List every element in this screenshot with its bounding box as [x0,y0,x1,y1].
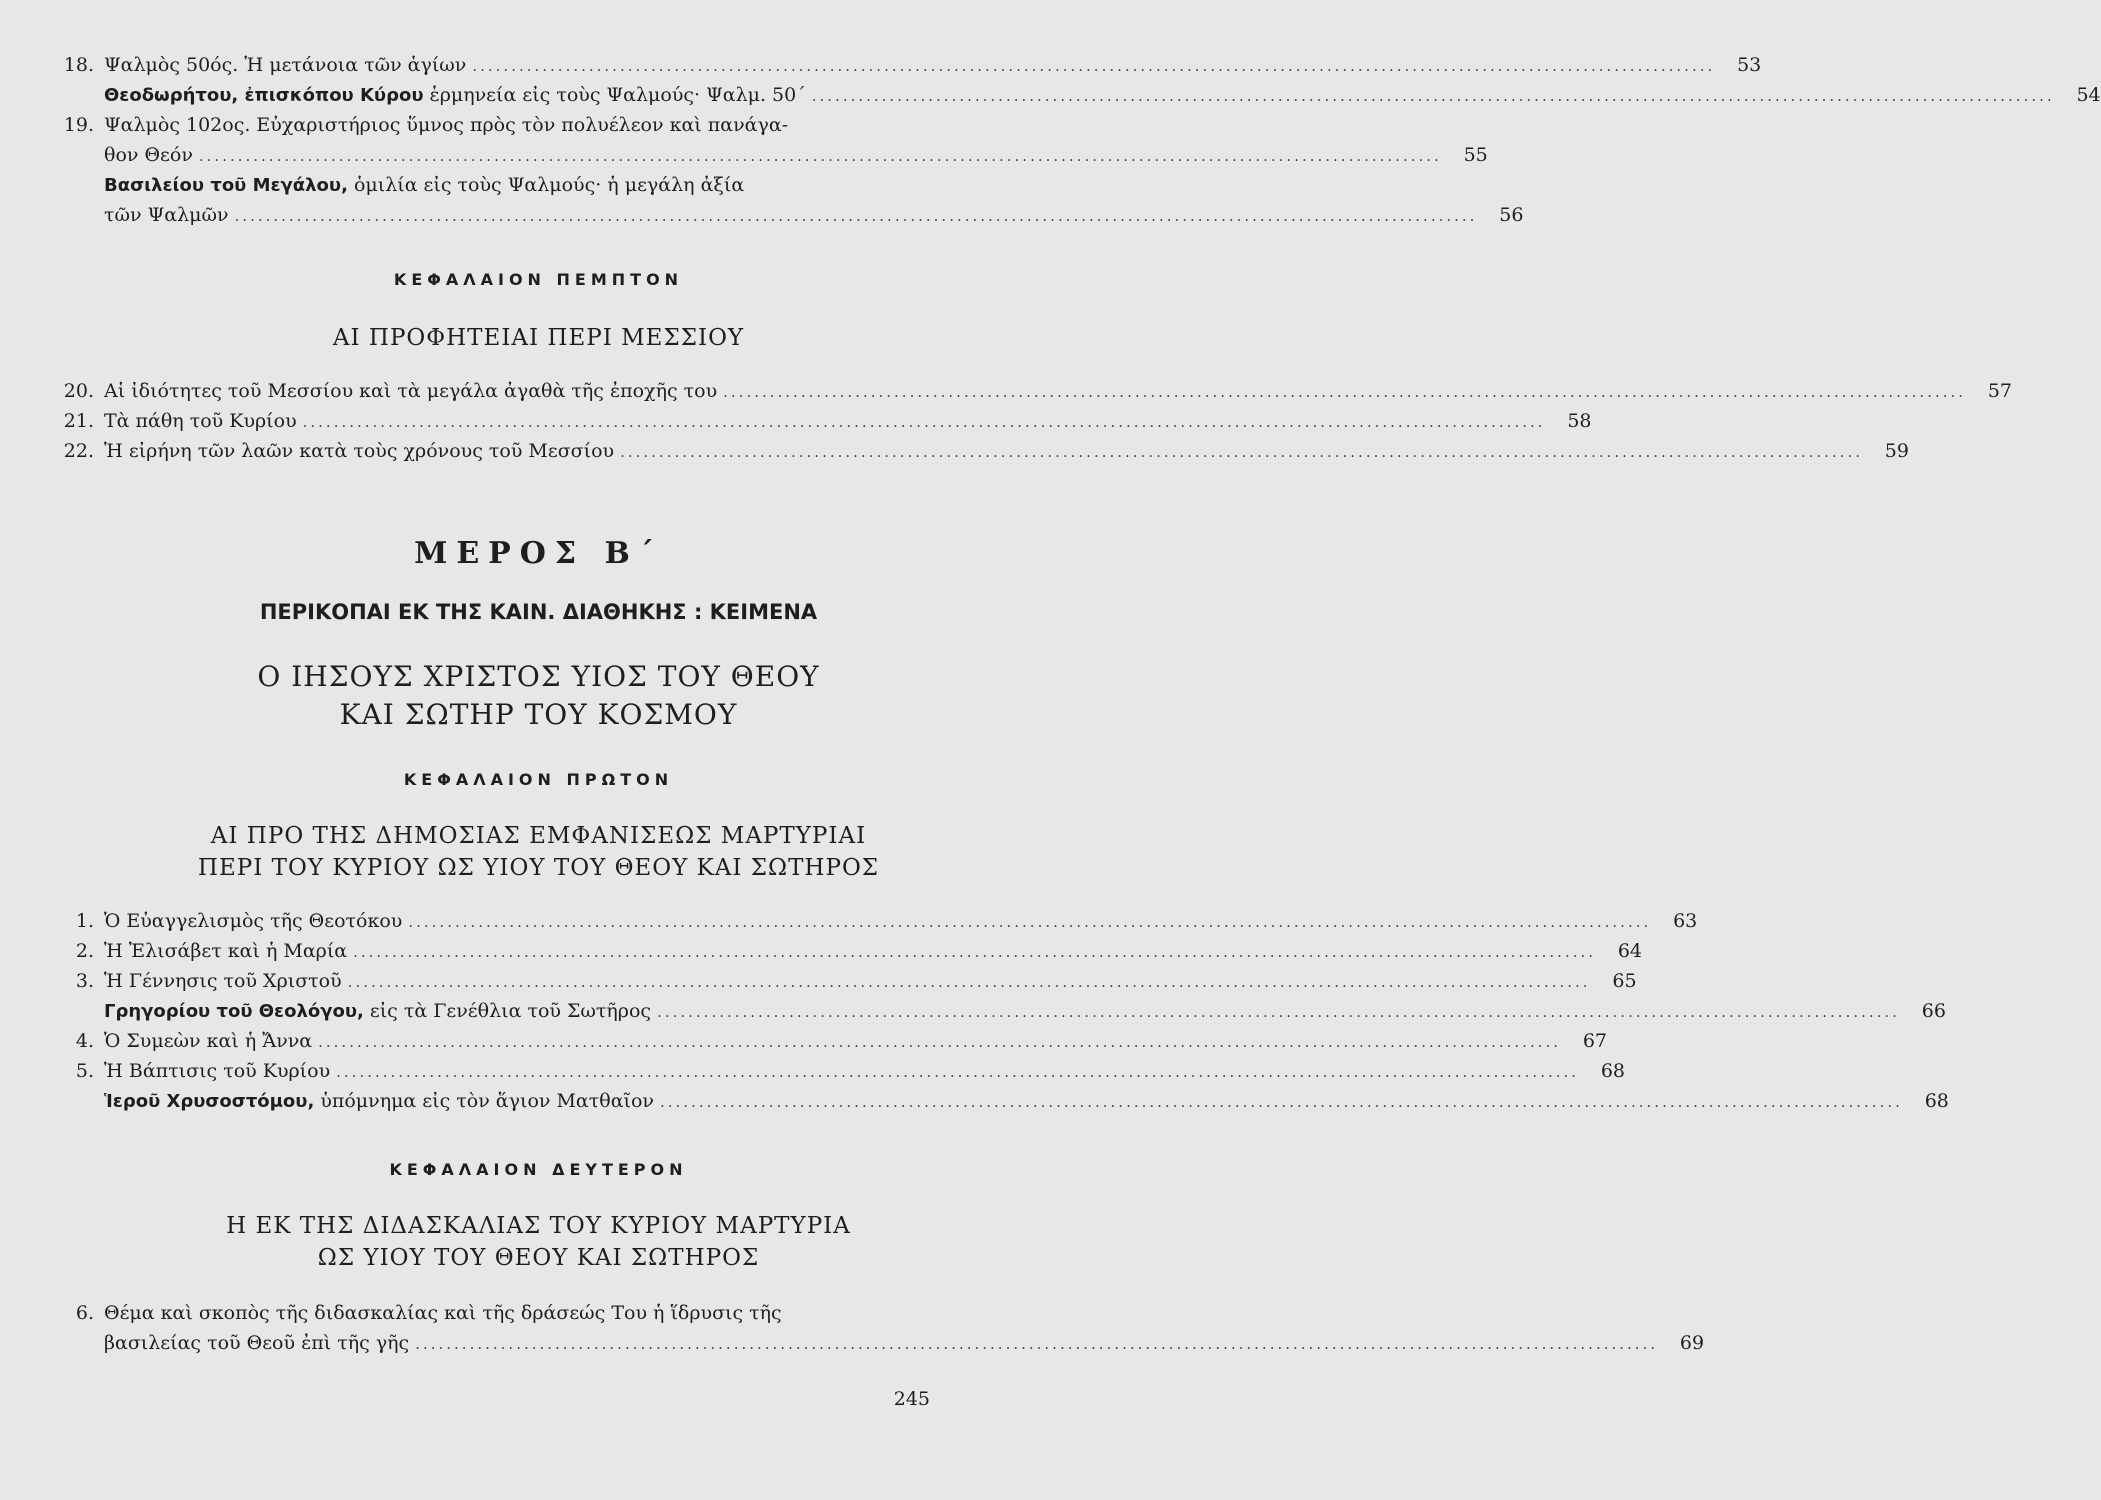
toc-entry-line [104,110,930,140]
toc-dot-leader: ................................................................................................................................................................ [620,443,1863,461]
toc-entry-page: 65 [1612,970,1637,992]
toc-entry-number: 5. [75,1060,94,1082]
toc-entry-page: 66 [1921,1000,1946,1022]
toc-entry-page: 54 [2076,84,2101,106]
part-2-title [0,658,1077,734]
toc-entry-text [104,200,229,230]
toc-entry-author: Ἱεροῦ Χρυσοστόμου, [104,1091,315,1112]
toc-entry-line [104,1086,1949,1117]
toc-entry-line [104,50,1762,81]
toc-entry-text [104,1086,654,1117]
toc-entry-line [104,170,930,201]
toc-entry-page: 64 [1617,940,1643,962]
toc-dot-leader: ................................................................................................................................................................ [659,1093,1903,1111]
toc-entry-author: Βασιλείου τοῦ Μεγάλου, [104,175,348,196]
toc-dot-leader: ................................................................................................................................................................ [408,913,1652,931]
toc-entry-text [104,376,717,406]
toc-entry-text [104,406,297,436]
chapter-2-title-line-1: Η ΕΚ ΤΗΣ ΔΙΔΑΣΚΑΛΙΑΣ ΤΟΥ ΚΥΡΙΟΥ ΜΑΡΤΥΡΙΑ [226,1213,851,1239]
toc-entry-text [104,140,193,170]
toc-entry-number: 20. [63,380,94,402]
toc-entry-title: Θέμα καὶ σκοπὸς τῆς διδασκαλίας καὶ τῆς δράσεώς Του ἡ ἵδρυσις τῆς [104,1302,782,1324]
toc-dot-leader: ................................................................................................................................................................ [234,207,1478,225]
toc-entry-text [104,1298,782,1328]
toc-dot-leader: ................................................................................................................................................................ [353,943,1597,961]
toc-entry-number: 1. [75,910,94,932]
toc-entry-line [104,376,2013,407]
toc-dot-leader: ................................................................................................................................................................ [318,1033,1562,1051]
toc-entry-line [104,906,1698,937]
toc-entry-title: Ὁ Εὐαγγελισμὸς τῆς Θεοτόκου [104,910,403,932]
toc-entry-title: ἑρμηνεία εἰς τοὺς Ψαλμούς· Ψαλμ. 50΄ [423,84,806,106]
toc-dot-leader: ................................................................................................................................................................ [657,1003,1900,1021]
toc-entry-page: 55 [1463,144,1488,166]
toc-entry-title: Ψαλμὸς 50ός. Ἡ μετάνοια τῶν ἁγίων [104,54,467,76]
toc-entry-line [104,200,1524,231]
toc-entry-text [104,1328,409,1358]
toc-entry-title: εἰς τὰ Γενέθλια τοῦ Σωτῆρος [363,1000,652,1022]
toc-entry-page: 67 [1582,1030,1608,1052]
toc-entry-line [104,996,1946,1027]
toc-entry-title: Ἡ Βάπτισις τοῦ Κυρίου [104,1060,331,1082]
chapter-5-label: ΚΕΦΑΛΑΙΟΝ ΠΕΜΠΤΟΝ [393,270,684,289]
toc-entry-text [104,996,651,1027]
toc-entry-line [104,1298,930,1328]
part-2-subheading: ΠΕΡΙΚΟΠΑΙ ΕΚ ΤΗΣ ΚΑΙΝ. ΔΙΑΘΗΚΗΣ : ΚΕΙΜΕΝΑ [259,600,818,624]
toc-dot-leader: ................................................................................................................................................................ [723,383,1967,401]
part-2-title-line-2: ΚΑΙ ΣΩΤΗΡ ΤΟΥ ΚΟΣΜΟΥ [339,698,738,731]
chapter-1-label: ΚΕΦΑΛΑΙΟΝ ΠΡΩΤΟΝ [403,770,674,789]
toc-entry-number: 19. [63,114,94,136]
toc-entry-author: Γρηγορίου τοῦ Θεολόγου, [104,1001,364,1022]
toc-entry-title: Ἡ Γέννησις τοῦ Χριστοῦ [104,970,342,992]
chapter-2-title-line-2: ΩΣ ΥΙΟΥ ΤΟΥ ΘΕΟΥ ΚΑΙ ΣΩΤΗΡΟΣ [317,1245,760,1271]
toc-dot-leader: ................................................................................................................................................................ [347,973,1591,991]
toc-entry-page: 59 [1884,440,1909,462]
toc-entry-text [104,170,744,201]
toc-entry-text [104,50,466,80]
toc-dot-leader: ................................................................................................................................................................ [811,87,2055,105]
toc-entry-number: 4. [75,1030,94,1052]
toc-entry-line [104,936,1643,967]
part-2-title-line-1: Ο ΙΗΣΟΥΣ ΧΡΙΣΤΟΣ ΥΙΟΣ ΤΟΥ ΘΕΟΥ [257,660,820,693]
toc-entry-page: 58 [1567,410,1592,432]
toc-entry-title: ὁμιλία εἰς τοὺς Ψαλμούς· ἡ μεγάλη ἀξία [347,174,745,196]
toc-entry-title: Ἡ Ἐλισάβετ καὶ ἡ Μαρία [104,940,348,962]
toc-entry-title: βασιλείας τοῦ Θεοῦ ἐπὶ τῆς γῆς [104,1332,410,1354]
toc-entry-number: 22. [63,440,94,462]
toc-entry-line [104,140,1488,171]
toc-entry-title: Ἡ εἰρήνη τῶν λαῶν κατὰ τοὺς χρόνους τοῦ Μεσσίου [104,440,615,462]
toc-entry-page: 68 [1600,1060,1626,1082]
toc-entry-author: Θεοδωρήτου, ἐπισκόπου Κύρου [104,85,424,106]
toc-entry-text [104,1026,312,1056]
toc-entry-page: 57 [1987,380,2013,402]
toc-entry-line [104,966,1637,997]
chapter-1-title-line-2: ΠΕΡΙ ΤΟΥ ΚΥΡΙΟΥ ΩΣ ΥΙΟΥ ΤΟΥ ΘΕΟΥ ΚΑΙ ΣΩΤΗΡΟΣ [197,855,880,881]
toc-entry-line [104,406,1592,437]
toc-entry-title: ὑπόμνημα εἰς τὸν ἅγιον Ματθαῖον [314,1090,654,1112]
toc-entry-line [104,1328,1705,1359]
toc-entry-page: 69 [1679,1332,1705,1354]
toc-dot-leader: ................................................................................................................................................................ [336,1063,1580,1081]
toc-entry-number: 2. [75,940,94,962]
toc-entry-line [104,1026,1608,1057]
toc-entry-title: Τὰ πάθη τοῦ Κυρίου [104,410,297,432]
toc-entry-text [104,110,788,140]
chapter-1-title-line-1: ΑΙ ΠΡΟ ΤΗΣ ΔΗΜΟΣΙΑΣ ΕΜΦΑΝΙΣΕΩΣ ΜΑΡΤΥΡΙΑΙ [210,823,867,849]
page-number: 245 [893,1388,930,1410]
toc-entry-title: Αἱ ἰδιότητες τοῦ Μεσσίου καὶ τὰ μεγάλα ἀγαθὰ τῆς ἐποχῆς του [104,380,718,402]
toc-entry-text [104,1056,330,1086]
toc-entry-title: τῶν Ψαλμῶν [104,204,229,226]
toc-entry-page: 53 [1737,54,1762,76]
toc-entry-line [104,1056,1626,1087]
toc-entry-line [104,436,1909,467]
toc-dot-leader: ................................................................................................................................................................ [472,57,1716,75]
toc-entry-text [104,936,347,966]
toc-entry-line [104,80,2101,111]
toc-entry-text [104,966,342,996]
chapter-2-title [0,1210,1077,1274]
toc-dot-leader: ................................................................................................................................................................ [302,413,1546,431]
toc-entry-page: 68 [1924,1090,1949,1112]
chapter-1-title [0,820,1077,884]
toc-entry-number: 6. [75,1302,94,1324]
toc-entry-page: 56 [1499,204,1524,226]
toc-entry-page: 63 [1673,910,1698,932]
toc-entry-text [104,80,806,111]
toc-dot-leader: ................................................................................................................................................................ [415,1335,1659,1353]
toc-entry-title: θον Θεόν [104,144,193,166]
toc-entry-title: Ψαλμὸς 102ος. Εὐχαριστήριος ὕμνος πρὸς τὸν πολυέλεον καὶ πανάγα- [104,114,789,136]
toc-entry-number: 21. [63,410,94,432]
part-2-label: ΜΕΡΟΣ Β΄ [414,536,663,571]
toc-dot-leader: ................................................................................................................................................................ [198,147,1442,165]
toc-entry-number: 18. [63,54,94,76]
chapter-2-label: ΚΕΦΑΛΑΙΟΝ ΔΕΥΤΕΡΟΝ [389,1160,688,1179]
toc-entry-text [104,436,614,466]
toc-entry-text [104,906,402,936]
chapter-5-title: ΑΙ ΠΡΟΦΗΤΕΙΑΙ ΠΕΡΙ ΜΕΣΣΙΟΥ [332,325,745,351]
toc-entry-number: 3. [75,970,94,992]
toc-entry-title: Ὁ Συμεὼν καὶ ἡ Ἄννα [104,1030,313,1052]
